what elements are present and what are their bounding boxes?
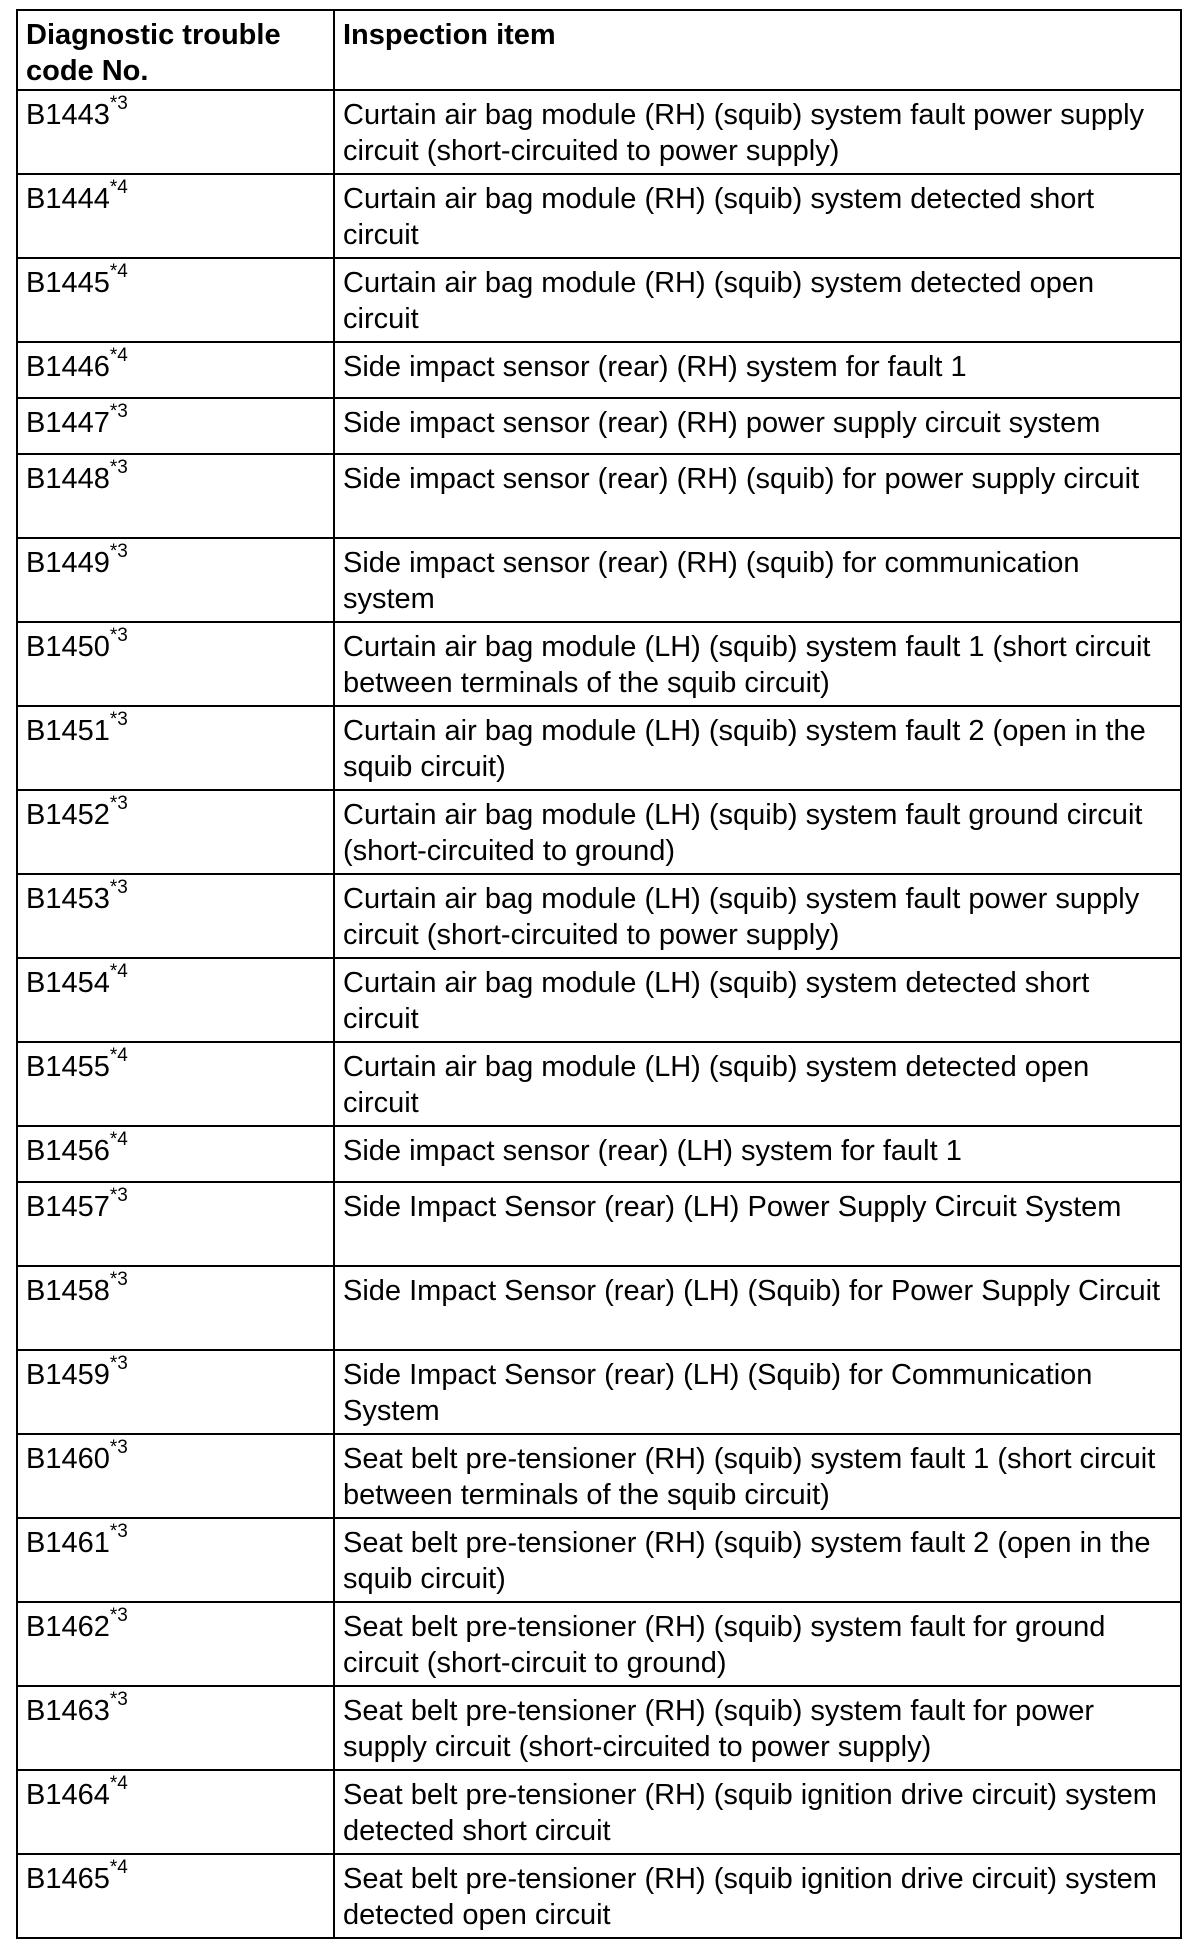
header-code: Diagnostic trouble code No. [17, 10, 334, 90]
code-text: B1443 [26, 99, 110, 131]
inspection-item: Curtain air bag module (RH) (squib) system detected open circuit [334, 258, 1181, 342]
table-row [17, 874, 1181, 958]
table-body [17, 90, 1181, 1938]
inspection-item: Seat belt pre-tensioner (RH) (squib) system fault for power supply circuit (short-circuited to power supply) [334, 1686, 1181, 1770]
dtc-code [17, 958, 334, 1042]
table-row [17, 1434, 1181, 1518]
table-row [17, 1266, 1181, 1350]
dtc-code [17, 790, 334, 874]
inspection-item: Side impact sensor (rear) (LH) system for fault 1 [334, 1126, 1181, 1182]
dtc-code [17, 1434, 334, 1518]
note-marker: *3 [109, 1605, 128, 1626]
dtc-code [17, 874, 334, 958]
dtc-code [17, 174, 334, 258]
dtc-code [17, 454, 334, 538]
note-marker: *4 [109, 1129, 128, 1150]
note-marker: *3 [109, 1521, 128, 1542]
table-row [17, 1854, 1181, 1938]
note-marker: *4 [109, 1773, 128, 1794]
note-marker: *3 [109, 93, 128, 114]
note-marker: *3 [109, 1437, 128, 1458]
inspection-item: Side Impact Sensor (rear) (LH) Power Supply Circuit System [334, 1182, 1181, 1266]
code-text: B1451 [26, 715, 110, 747]
note-marker: *3 [109, 541, 128, 562]
dtc-code [17, 1182, 334, 1266]
table-row [17, 258, 1181, 342]
table-row [17, 706, 1181, 790]
code-text: B1454 [26, 967, 110, 999]
dtc-table [16, 9, 1182, 1939]
inspection-item: Side Impact Sensor (rear) (LH) (Squib) for Communication System [334, 1350, 1181, 1434]
note-marker: *3 [109, 793, 128, 814]
code-text: B1448 [26, 463, 110, 495]
table-row [17, 1770, 1181, 1854]
table-row [17, 538, 1181, 622]
note-marker: *3 [109, 709, 128, 730]
code-text: B1452 [26, 799, 110, 831]
inspection-item: Curtain air bag module (LH) (squib) system fault ground circuit (short-circuited to ground) [334, 790, 1181, 874]
note-marker: *3 [109, 457, 128, 478]
dtc-code [17, 538, 334, 622]
code-text: B1465 [26, 1863, 110, 1895]
inspection-item: Curtain air bag module (LH) (squib) system fault power supply circuit (short-circuited to power supply) [334, 874, 1181, 958]
code-text: B1461 [26, 1527, 110, 1559]
code-text: B1462 [26, 1611, 110, 1643]
table-row [17, 174, 1181, 258]
dtc-code [17, 90, 334, 174]
inspection-item: Seat belt pre-tensioner (RH) (squib ignition drive circuit) system detected open circuit [334, 1854, 1181, 1938]
inspection-item: Seat belt pre-tensioner (RH) (squib) system fault 1 (short circuit between terminals of the squib circuit) [334, 1434, 1181, 1518]
dtc-code [17, 1126, 334, 1182]
inspection-item: Side impact sensor (rear) (RH) power supply circuit system [334, 398, 1181, 454]
note-marker: *4 [109, 1857, 128, 1878]
code-text: B1460 [26, 1443, 110, 1475]
note-marker: *4 [109, 261, 128, 282]
code-text: B1456 [26, 1135, 110, 1167]
table-row [17, 342, 1181, 398]
code-text: B1450 [26, 631, 110, 663]
dtc-code [17, 398, 334, 454]
code-text: B1463 [26, 1695, 110, 1727]
dtc-code [17, 1602, 334, 1686]
code-text: B1457 [26, 1191, 110, 1223]
note-marker: *3 [109, 625, 128, 646]
code-text: B1458 [26, 1275, 110, 1307]
code-text: B1459 [26, 1359, 110, 1391]
table-row [17, 790, 1181, 874]
dtc-code [17, 1686, 334, 1770]
inspection-item: Side impact sensor (rear) (RH) system for fault 1 [334, 342, 1181, 398]
code-text: B1464 [26, 1779, 110, 1811]
inspection-item: Curtain air bag module (RH) (squib) system detected short circuit [334, 174, 1181, 258]
dtc-code [17, 1350, 334, 1434]
note-marker: *3 [109, 401, 128, 422]
inspection-item: Curtain air bag module (LH) (squib) system detected short circuit [334, 958, 1181, 1042]
table-row [17, 90, 1181, 174]
dtc-code [17, 622, 334, 706]
inspection-item: Curtain air bag module (RH) (squib) system fault power supply circuit (short-circuited to power supply) [334, 90, 1181, 174]
note-marker: *3 [109, 1185, 128, 1206]
code-text: B1455 [26, 1051, 110, 1083]
header-row [17, 10, 1181, 90]
table-row [17, 398, 1181, 454]
table-row [17, 1350, 1181, 1434]
note-marker: *4 [109, 345, 128, 366]
note-marker: *3 [109, 1353, 128, 1374]
note-marker: *4 [109, 1045, 128, 1066]
inspection-item: Side impact sensor (rear) (RH) (squib) for communication system [334, 538, 1181, 622]
note-marker: *3 [109, 1269, 128, 1290]
dtc-code [17, 1042, 334, 1126]
table-row [17, 1518, 1181, 1602]
dtc-code [17, 1854, 334, 1938]
dtc-code [17, 706, 334, 790]
note-marker: *4 [109, 177, 128, 198]
code-text: B1449 [26, 547, 110, 579]
table-row [17, 454, 1181, 538]
inspection-item: Seat belt pre-tensioner (RH) (squib) system fault 2 (open in the squib circuit) [334, 1518, 1181, 1602]
note-marker: *3 [109, 1689, 128, 1710]
code-text: B1446 [26, 351, 110, 383]
inspection-item: Seat belt pre-tensioner (RH) (squib) system fault for ground circuit (short-circuit to ground) [334, 1602, 1181, 1686]
table-row [17, 1602, 1181, 1686]
table-row [17, 958, 1181, 1042]
code-text: B1453 [26, 883, 110, 915]
dtc-code [17, 1266, 334, 1350]
code-text: B1444 [26, 183, 110, 215]
inspection-item: Side impact sensor (rear) (RH) (squib) for power supply circuit [334, 454, 1181, 538]
table-row [17, 1686, 1181, 1770]
inspection-item: Curtain air bag module (LH) (squib) system detected open circuit [334, 1042, 1181, 1126]
dtc-code [17, 342, 334, 398]
table-row [17, 1182, 1181, 1266]
inspection-item: Curtain air bag module (LH) (squib) system fault 1 (short circuit between terminals of the squib circuit) [334, 622, 1181, 706]
note-marker: *3 [109, 877, 128, 898]
table-row [17, 1126, 1181, 1182]
inspection-item: Side Impact Sensor (rear) (LH) (Squib) for Power Supply Circuit [334, 1266, 1181, 1350]
inspection-item: Curtain air bag module (LH) (squib) system fault 2 (open in the squib circuit) [334, 706, 1181, 790]
inspection-item: Seat belt pre-tensioner (RH) (squib ignition drive circuit) system detected short circuit [334, 1770, 1181, 1854]
header-inspection-item: Inspection item [334, 10, 1181, 90]
table-row [17, 1042, 1181, 1126]
code-text: B1445 [26, 267, 110, 299]
dtc-code [17, 1518, 334, 1602]
table-row [17, 622, 1181, 706]
dtc-code [17, 258, 334, 342]
note-marker: *4 [109, 961, 128, 982]
dtc-code [17, 1770, 334, 1854]
code-text: B1447 [26, 407, 110, 439]
